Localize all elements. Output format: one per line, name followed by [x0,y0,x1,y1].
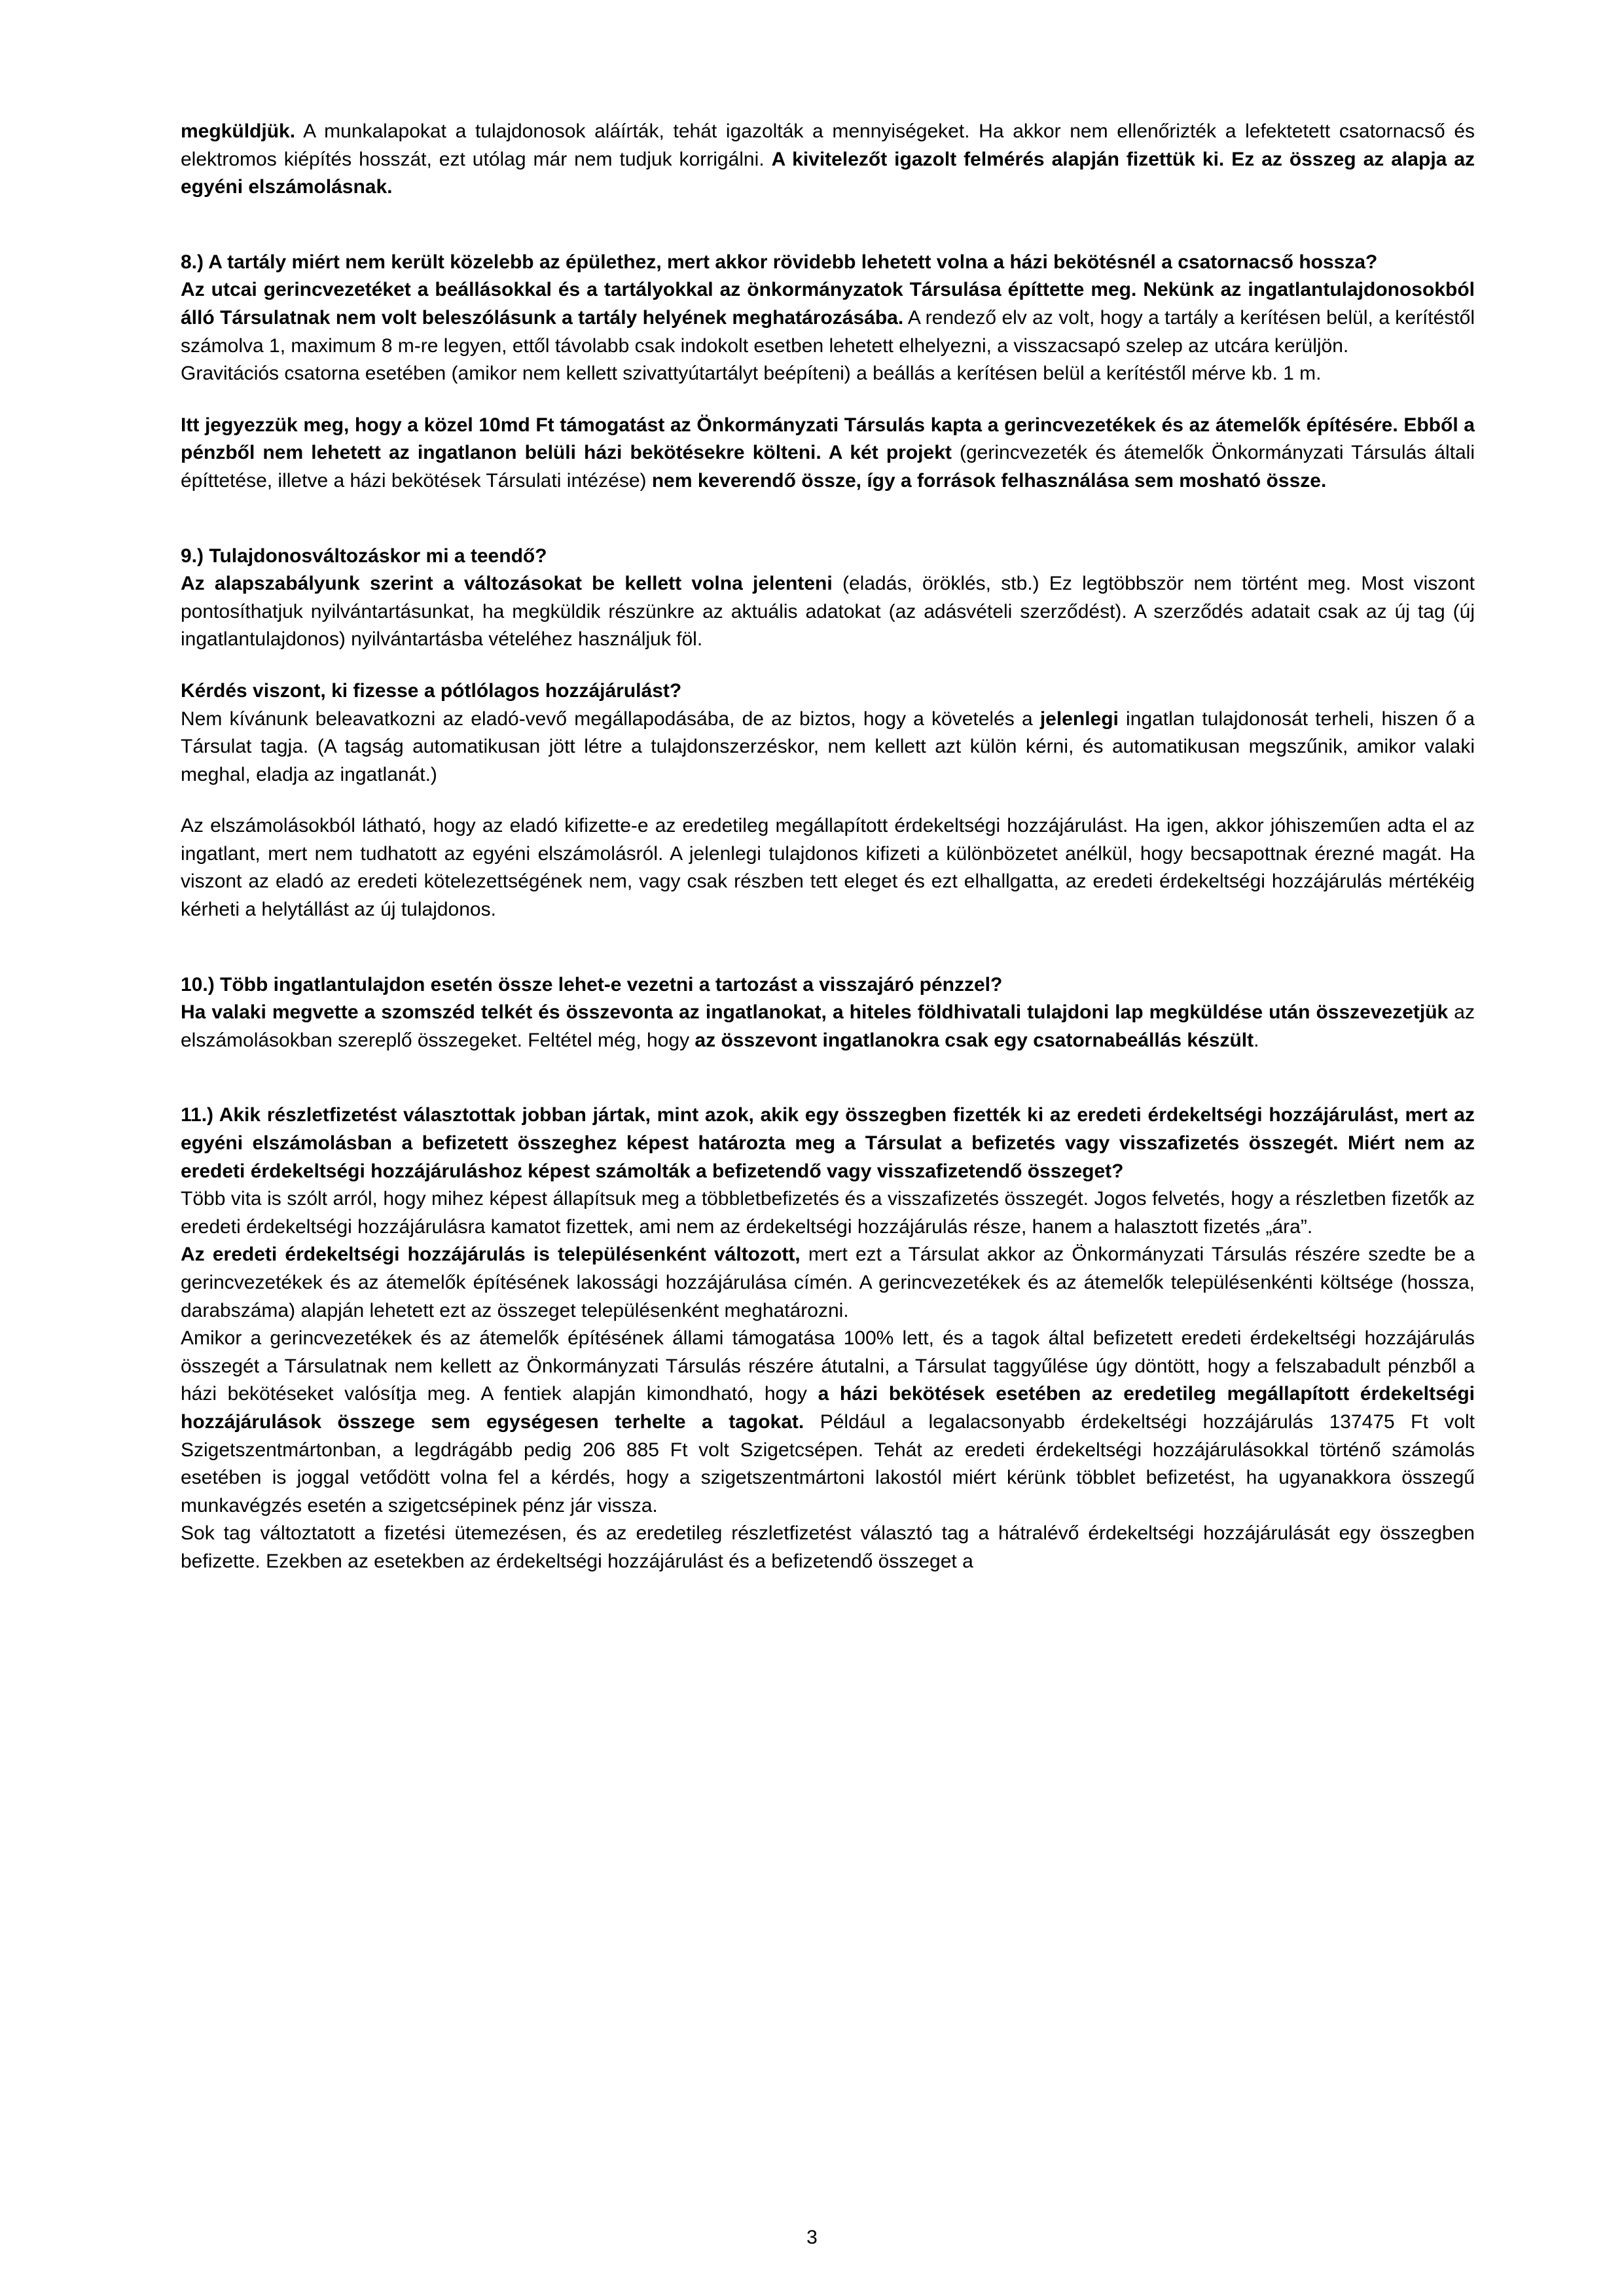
text-run-bold: Az eredeti érdekeltségi hozzájárulás is településenként változott, [181,1244,801,1266]
paragraph-q10-question [181,971,1475,999]
text-run-bold: 9.) Tulajdonosváltozáskor mi a teendő? [181,545,547,567]
paragraph-spacer [181,789,1475,812]
paragraph-q11-answer-2 [181,1241,1475,1325]
text-run-bold: 10.) Több ingatlantulajdon esetén össze lehet-e vezetni a tartozást a visszajáró pénzzel? [181,973,1003,996]
paragraph-q9-question [181,543,1475,571]
paragraph-q10-answer [181,999,1475,1054]
paragraph-spacer [181,1054,1475,1102]
paragraph-q9-sub-question [181,677,1475,706]
text-run: Több vita is szólt arról, hogy mihez képest állapítsuk meg a többletbefizetés és a visszafizetés összegét. Jogos felvetés, hogy a részletben fizetők az eredeti érdekeltségi hozzájárulásra kamatot fizettek, ami nem az érdekeltségi hozzájárulás része, hanem a halasztott fizetés „ára”. [181,1188,1475,1238]
text-run-bold: 11.) Akik részletfizetést választottak jobban jártak, mint azok, akik egy összegben fizették ki az eredeti érdekeltségi hozzájárulást, mert az egyéni elszámolásban a befizetett összeghez képest határozta meg a Társulat a befizetés vagy visszafizetés összegét. Miért nem az eredeti érdekeltségi hozzájáruláshoz képest számolták a befizetendő vagy visszafizetendő összeget? [181,1104,1475,1182]
paragraph-q8-answer-1 [181,276,1475,360]
paragraph-q9-answer [181,570,1475,654]
text-run: Sok tag változtatott a fizetési ütemezésen, és az eredetileg részletfizetést választó tag a hátralévő érdekeltségi hozzájárulását egy összegben befizette. Ezekben az esetekben az érdekeltségi hozzájárulást és a befizetendő összeget a [181,1522,1475,1572]
text-run-bold: nem keverendő össze, így a források felhasználása sem mosható össze. [651,469,1327,492]
text-run-bold: Ha valaki megvette a szomszéd telkét és összevonta az ingatlanokat, a hiteles földhivatali tulajdoni lap megküldése után összevezetjük [181,1001,1449,1024]
text-run: az elszámolásokban szereplő összegeket. Feltétel még, hogy [181,1001,1475,1051]
text-run-bold: Az utcai gerincvezetéket a beállásokkal és a tartályokkal az önkormányzatok Társulása építtette meg. Nekünk az ingatlantulajdonosokból álló Társulatnak nem volt beleszólásunk a tartály helyének meghatározásába. [181,279,1475,329]
text-run: mert ezt a Társulat akkor az Önkormányzati Társulás részére szedte be a gerincvezetékek és az átemelők építésének lakossági hozzájárulása címén. A gerincvezetékek és az átemelők településenkénti költsége (hossza, darabszáma) alapján lehetett ezt az összeget településenként meghatározni. [181,1244,1475,1321]
paragraph-q11-question [181,1102,1475,1185]
paragraph-spacer [181,654,1475,677]
paragraph-q8-note [181,412,1475,495]
text-run: (gerincvezeték és átemelők Önkormányzati Társulás általi építtetése, illetve a házi bekötések Társulati intézése) [181,442,1475,492]
text-run-bold: 8.) A tartály miért nem került közelebb az épülethez, mert akkor rövidebb lehetett volna a házi bekötésnél a csatornacső hossza? [181,251,1378,273]
text-run-bold: jelenlegi [1039,708,1119,730]
paragraph-spacer [181,388,1475,412]
paragraph-q11-answer-1 [181,1185,1475,1241]
paragraph-q11-answer-3 [181,1325,1475,1520]
text-run: ingatlan tulajdonosát terheli, hiszen ő a Társulat tagja. (A tagság automatikusan jött létre a tulajdonszerzéskor, nem kellett azt külön kérni, és automatikusan megszűnik, amikor valaki meghal, eladja az ingatlanát.) [181,708,1475,785]
text-run: . [1254,1029,1259,1051]
paragraph-spacer [181,202,1475,249]
text-run-bold: Az alapszabályunk szerint a változásokat be kellett volna jelenteni [181,573,833,595]
paragraph-spacer [181,924,1475,971]
text-run: Nem kívánunk beleavatkozni az eladó-vevő megállapodásába, de az biztos, hogy a követelés a [181,708,1040,730]
paragraph-q8-answer-2 [181,360,1475,388]
text-run-bold: az összevont ingatlanokra csak egy csatornabeállás készült [695,1029,1254,1051]
text-run-bold: Kérdés viszont, ki fizesse a pótlólagos hozzájárulást? [181,679,682,702]
text-run: Például a legalacsonyabb érdekeltségi hozzájárulás 137475 Ft volt Szigetszentmártonban, a legdrágább pedig 206 885 Ft volt Szigetcsépen. Tehát az eredeti érdekeltségi hozzájárulásokkal történő számolás esetében is joggal vetődött volna fel a kérdés, hogy a szigetszentmártoni lakostól miért kérünk többlet befizetést, ha ugyanakkora összegű munkavégzés esetén a szigetcsépinek pénz jár vissza. [181,1410,1475,1516]
text-run-bold: a házi bekötések esetében az eredetileg megállapított érdekeltségi hozzájárulások összege sem egységesen terhelte a tagokat. [181,1383,1475,1433]
text-run-bold: megküldjük. [181,120,296,142]
text-run-bold: A kivitelezőt igazolt felmérés alapján fizettük ki. Ez az összeg az alapja az egyéni elszámolásnak. [181,148,1475,198]
document-body [181,118,1475,1576]
paragraph-q8-question [181,249,1475,277]
text-run: Az elszámolásokból látható, hogy az eladó kifizette-e az eredetileg megállapított érdekeltségi hozzájárulást. Ha igen, akkor jóhiszeműen adta el az ingatlant, mert nem tudhatott az egyéni elszámolásról. A jelenlegi tulajdonos kifizeti a különbözetet anélkül, hogy becsapottnak érezné magát. Ha viszont az eladó az eredeti kötelezettségének nem, vagy csak részben tett eleget és ezt elhallgatta, az eredeti érdekeltségi hozzájárulás mértékéig kérheti a helytállást az új tulajdonos. [181,815,1475,921]
paragraph-q9-sub-answer [181,706,1475,789]
paragraph-spacer [181,495,1475,543]
paragraph-q11-answer-4 [181,1520,1475,1575]
text-run: (eladás, öröklés, stb.) Ez legtöbbször nem történt meg. Most viszont pontosíthatjuk nyilvántartásunkat, ha megküldik részünkre az aktuális adatokat (az adásvételi szerződést). A szerződés adatait csak az új tag (új ingatlantulajdonos) nyilvántartásba vételéhez használjuk föl. [181,573,1475,651]
text-run: Gravitációs csatorna esetében (amikor nem kellett szivattyútartályt beépíteni) a beállás a kerítésen belül a kerítéstől mérve kb. 1 m. [181,363,1322,385]
text-run: Amikor a gerincvezetékek és az átemelők építésének állami támogatása 100% lett, és a tagok által befizetett eredeti érdekeltségi hozzájárulás összegét a Társulatnak nem kellett az Önkormányzati Társulás részére átutalni, a Társulat taggyűlése úgy döntött, hogy a felszabadult pénzből a házi bekötéseket valósítja meg. A fentiek alapján kimondható, hogy [181,1327,1475,1405]
paragraph-intro [181,118,1475,202]
paragraph-q9-extra [181,812,1475,924]
text-run: A munkalapokat a tulajdonosok aláírták, tehát igazolták a mennyiségeket. Ha akkor nem ellenőrizték a lefektetett csatornacső és elektromos kiépítés hosszát, ezt utólag már nem tudjuk korrigálni. [181,120,1475,170]
text-run-bold: Itt jegyezzük meg, hogy a közel 10md Ft támogatást az Önkormányzati Társulás kapta a gerincvezetékek és az átemelők építésére. Ebből a pénzből nem lehetett az ingatlanon belüli házi bekötésekre költeni. A két projekt [181,414,1475,464]
page-number: 3 [806,2227,818,2248]
text-run: A rendező elv az volt, hogy a tartály a kerítésen belül, a kerítéstől számolva 1, maximum 8 m-re legyen, ettől távolabb csak indokolt esetben lehetett elhelyezni, a visszacsapó szelep az utcára kerüljön. [181,306,1475,357]
